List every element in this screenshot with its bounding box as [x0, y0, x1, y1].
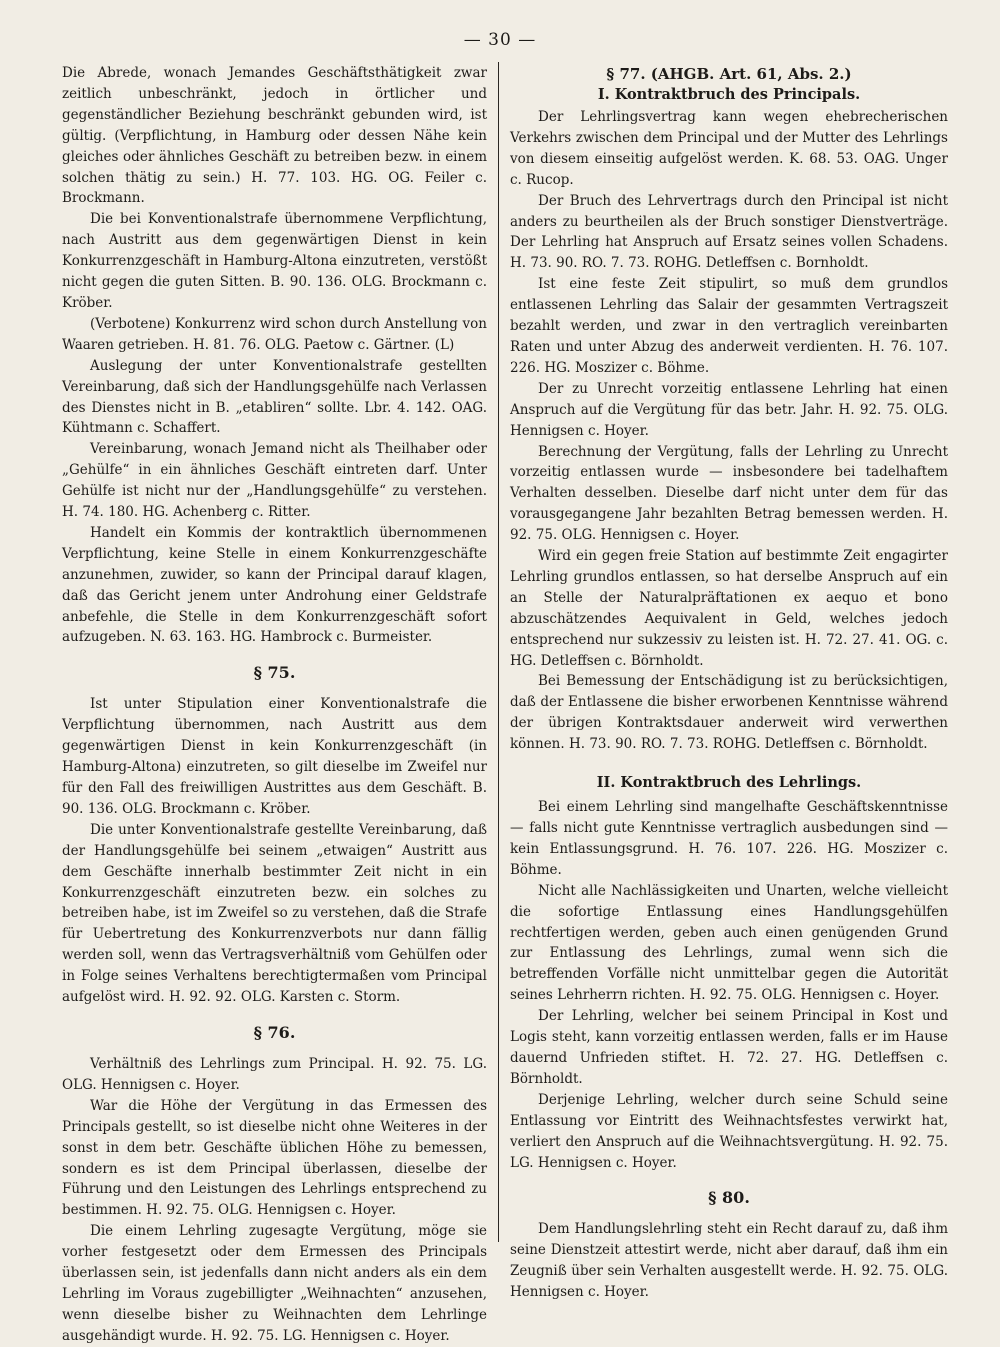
paragraph: (Verbotene) Konkurrenz wird schon durch Anstellung von Waaren getrieben. H. 81. 76. OLG. Paetow c. Gärtner. (L)	[62, 315, 487, 353]
column-divider	[498, 62, 499, 1242]
paragraph: Derjenige Lehrling, welcher durch seine Schuld seine Entlassung vor Eintritt des Weihnachtsfestes verwirkt hat, verliert den Anspruch auf die Weihnachtsvergütung. H. 92. 75. LG. Hennigsen c. Hoyer.	[510, 1091, 948, 1171]
left-column	[62, 63, 487, 1344]
paragraph: Der Bruch des Lehrvertrags durch den Principal ist nicht anders zu beurtheilen als der Bruch sonstiger Dienstverträge. Der Lehrling hat Anspruch auf Ersatz seines vollen Schadens. H. 73. 90. RO. 7. 73. ROHG. Detleffsen c. Bornholdt.	[510, 192, 948, 272]
section-heading-80: § 80.	[708, 1188, 750, 1208]
paragraph: Die unter Konventionalstrafe gestellte Vereinbarung, daß der Handlungsgehülfe bei seinem „etwaigen“ Austritt aus dem Geschäfte innerhalb bestimmter Zeit nicht in ein Konkurrenzgeschäft einzutreten bezw. ein solches zu betreiben habe, ist im Zweifel so zu verstehen, daß die Strafe für Uebertretung des Konkurrenzverbots nur dann fällig werden soll, wenn das Vertragsverhältniß vom Gehülfen oder in Folge seines Verhaltens berechtigtermaßen vom Principal aufgelöst wird. H. 92. 92. OLG. Karsten c. Storm.	[62, 821, 487, 1006]
paragraph: Vereinbarung, wonach Jemand nicht als Theilhaber oder „Gehülfe“ in ein ähnliches Geschäft eintreten darf. Unter Gehülfe ist nicht nur der „Handlungsgehülfe“ zu verstehen. H. 74. 180. HG. Achenberg c. Ritter.	[62, 441, 487, 521]
section-heading-75: § 75.	[253, 663, 296, 683]
paragraph: Handelt ein Kommis der kontraktlich übernommenen Verpflichtung, keine Stelle in einem Konkurrenzgeschäfte anzunehmen, zuwider, so kann der Principal darauf klagen, daß das Gericht jenem unter Androhung einer Geldstrafe anbefehle, die Stelle in dem Konkurrenzgeschäft sofort aufzugeben. N. 63. 163. HG. Hambrock c. Burmeister.	[62, 524, 487, 646]
paragraph: War die Höhe der Vergütung in das Ermessen des Principals gestellt, so ist dieselbe nicht ohne Weiteres in der sonst in dem betr. Geschäfte üblichen Höhe zu bemessen, sondern es ist dem Principal überlassen, dieselbe der Führung und den Leistungen des Lehrlings entsprechend zu bestimmen. H. 92. 75. OLG. Hennigsen c. Hoyer.	[62, 1097, 487, 1219]
paragraph: Die einem Lehrling zugesagte Vergütung, möge sie vorher festgesetzt oder dem Ermessen des Principals überlassen sein, ist jedenfalls dann nicht anders als ein dem Lehrling im Voraus zugebilligter „Weihnachten“ anzusehen, wenn dieselbe bisher zu Weihnachten dem Lehrlinge ausgehändigt wurde. H. 92. 75. LG. Hennigsen c. Hoyer.	[62, 1223, 487, 1344]
section-heading-76: § 76.	[253, 1022, 296, 1042]
paragraph: Bei Bemessung der Entschädigung ist zu berücksichtigen, daß der Entlassene die bisher erworbenen Kenntnisse während der übrigen Kontraktsdauer anderweit wird verwerthen können. H. 73. 90. RO. 7. 73. ROHG. Detleffsen c. Börnholdt.	[510, 673, 948, 753]
paragraph: Wird ein gegen freie Station auf bestimmte Zeit engagirter Lehrling grundlos entlassen, so hat derselbe Anspruch auf ein an Stelle der Naturalpräftationen ex aequo et bono abzuschätzendes Aequivalent in Geld, welches jedoch entsprechend nur sukzessiv zu leisten ist. H. 72. 27. 41. OG. c. HG. Detleffsen c. Börnholdt.	[510, 548, 948, 669]
paragraph: Ist unter Stipulation einer Konventionalstrafe die Verpflichtung übernommen, nach Austritt aus dem gegenwärtigen Dienst in kein Konkurrenzgeschäft (in Hamburg-Altona) einzutreten, so gilt dieselbe im Zweifel nur für den Fall des freiwilligen Austrittes aus dem Geschäft. B. 90. 136. OLG. Brockmann c. Kröber.	[62, 696, 487, 817]
paragraph: Bei einem Lehrling sind mangelhafte Geschäftskenntnisse — falls nicht gute Kenntnisse vertraglich ausbedungen sind — kein Entlassungsgrund. H. 76. 107. 226. HG. Moszizer c. Böhme.	[510, 799, 948, 878]
paragraph: Verhältniß des Lehrlings zum Principal. H. 92. 75. LG. OLG. Hennigsen c. Hoyer.	[62, 1055, 487, 1093]
paragraph: Die Abrede, wonach Jemandes Geschäftsthätigkeit zwar zeitlich unbeschränkt, jedoch in örtlicher und gegenständlicher Beziehung beschränkt gebunden wird, ist gültig. (Verpflichtung, in Hamburg oder dessen Nähe kein gleiches oder ähnliches Geschäft zu betreiben bezw. in einem solchen thätig zu sein.) H. 77. 103. HG. OG. Feiler c. Brockmann.	[62, 65, 487, 207]
paragraph: Der zu Unrecht vorzeitig entlassene Lehrling hat einen Anspruch auf die Vergütung für das betr. Jahr. H. 92. 75. OLG. Hennigsen c. Hoyer.	[510, 380, 948, 439]
right-column	[510, 63, 948, 1307]
paragraph: Die bei Konventionalstrafe übernommene Verpflichtung, nach Austritt aus dem gegenwärtigen Dienst in kein Konkurrenzgeschäft in Hamburg-Altona einzutreten, verstößt nicht gegen die guten Sitten. B. 90. 136. OLG. Brockmann c. Kröber.	[62, 211, 487, 311]
paragraph: Ist eine feste Zeit stipulirt, so muß dem grundlos entlassenen Lehrling das Salair der gesammten Vertragszeit bezahlt werden, und zwar in den vertraglich vereinbarten Raten und unter Abzug des anderweit verdienten. H. 76. 107. 226. HG. Moszizer c. Böhme.	[510, 276, 948, 376]
subheading-principal: I. Kontraktbruch des Principals.	[597, 86, 861, 103]
paragraph: Der Lehrling, welcher bei seinem Principal in Kost und Logis steht, kann vorzeitig entlassen werden, falls er im Hause dauernd Unfrieden stiftet. H. 72. 27. HG. Detleffsen c. Börnholdt.	[510, 1008, 948, 1087]
section-heading-77: § 77. (AHGB. Art. 61, Abs. 2.)	[606, 65, 852, 83]
paragraph: Der Lehrlingsvertrag kann wegen ehebrecherischen Verkehrs zwischen dem Principal und der Mutter des Lehrlings von diesem einseitig aufgelöst werden. K. 68. 53. OAG. Unger c. Rucop.	[510, 109, 948, 188]
page-number: — 30 —	[463, 30, 537, 50]
subheading-lehrling: II. Kontraktbruch des Lehrlings.	[596, 774, 862, 792]
paragraph: Dem Handlungslehrling steht ein Recht darauf zu, daß ihm seine Dienstzeit attestirt werde, nicht aber darauf, daß ihm ein Zeugniß über sein Verhalten ausgestellt werde. H. 92. 75. OLG. Hennigsen c. Hoyer.	[510, 1221, 948, 1301]
paragraph: Auslegung der unter Konventionalstrafe gestellten Vereinbarung, daß sich der Handlungsgehülfe nach Verlassen des Dienstes nicht in B. „etabliren“ sollte. Lbr. 4. 142. OAG. Kühtmann c. Schaffert.	[62, 357, 487, 437]
paragraph: Berechnung der Vergütung, falls der Lehrling zu Unrecht vorzeitig entlassen wurde — insbesondere bei tadelhaftem Verhalten desselben. Dieselbe darf nicht unter dem für das vorausgegangene Jahr bezahlten Betrag bemessen werden. H. 92. 75. OLG. Hennigsen c. Hoyer.	[510, 443, 948, 544]
paragraph: Nicht alle Nachlässigkeiten und Unarten, welche vielleicht die sofortige Entlassung eines Handlungsgehülfen rechtfertigen werden, geben auch einen genügenden Grund zur Entlassung des Lehrlings, zumal wenn sich die betreffenden Vorfälle nicht unmittelbar gegen die Autorität seines Lehrherrn richten. H. 92. 75. OLG. Hennigsen c. Hoyer.	[510, 882, 948, 1004]
